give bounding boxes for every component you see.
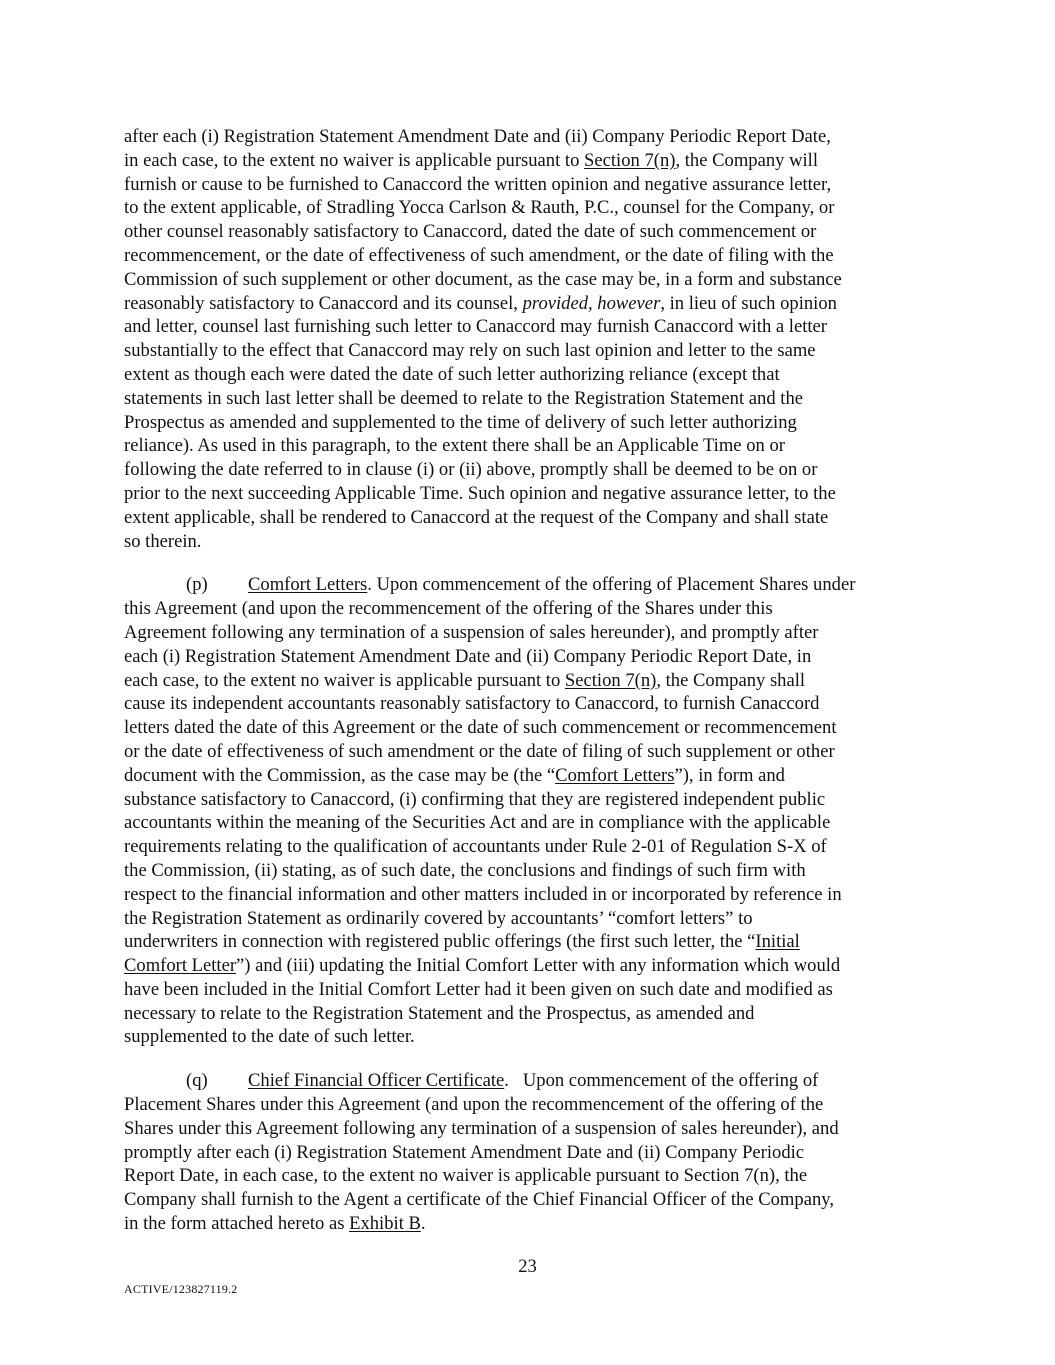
paragraph-spacer <box>124 553 928 573</box>
text-line: the Commission, (ii) stating, as of such date, the conclusions and findings of such firm with <box>124 859 806 881</box>
text-line: or the date of effectiveness of such amendment or the date of filing of such supplement or other <box>124 740 835 762</box>
text-line: have been included in the Initial Comfort Letter had it been given on such date and modified as <box>124 978 833 1000</box>
text-line: Company shall furnish to the Agent a certificate of the Chief Financial Officer of the Company, <box>124 1189 834 1211</box>
text-line <box>124 930 928 954</box>
text-line: respect to the financial information and other matters included in or incorporated by reference in <box>124 883 842 905</box>
text-span: reasonably satisfactory to Canaccord and its counsel, <box>124 292 523 314</box>
clause-label-q: (q) <box>186 1070 208 1092</box>
text-line <box>124 573 928 597</box>
text-line: furnish or cause to be furnished to Canaccord the written opinion and negative assurance letter, <box>124 173 832 195</box>
text-line: following the date referred to in clause (i) or (ii) above, promptly shall be deemed to be on or <box>124 459 818 481</box>
text-line: Placement Shares under this Agreement (and upon the recommencement of the offering of the <box>124 1094 824 1116</box>
text-line: this Agreement (and upon the recommencement of the offering of the Shares under this <box>124 598 773 620</box>
text-line: requirements relating to the qualification of accountants under Rule 2-01 of Regulation S-X of <box>124 836 827 858</box>
paragraph-cfo-certificate <box>124 1069 928 1236</box>
text-span: each case, to the extent no waiver is applicable pursuant to <box>124 669 565 691</box>
section-7n-reference: Section 7(n) <box>584 149 676 171</box>
text-line: reliance). As used in this paragraph, to the extent there shall be an Applicable Time on or <box>124 435 785 457</box>
text-line: to the extent applicable, of Stradling Yocca Carlson & Rauth, P.C., counsel for the Company, or <box>124 197 835 219</box>
italic-proviso: provided, however <box>522 292 661 314</box>
text-line: after each (i) Registration Statement Amendment Date and (ii) Company Periodic Report Date, <box>124 126 831 147</box>
paragraph-spacer <box>124 1049 928 1069</box>
initial-comfort-letter-term: Comfort Letter <box>124 955 237 977</box>
text-span: document with the Commission, as the case may be (the “ <box>124 764 556 786</box>
text-line: other counsel reasonably satisfactory to Canaccord, dated the date of such commencement or <box>124 221 817 243</box>
comfort-letters-defined-term: Comfort Letters <box>555 764 675 786</box>
text-line: promptly after each (i) Registration Statement Amendment Date and (ii) Company Periodic <box>124 1141 805 1163</box>
text-line: prior to the next succeeding Applicable Time. Such opinion and negative assurance letter, to the <box>124 482 836 504</box>
text-span: , in lieu of such opinion <box>660 292 837 314</box>
text-line: the Registration Statement as ordinarily covered by accountants’ “comfort letters” to <box>124 907 753 929</box>
text-span: ”), in form and <box>674 764 785 786</box>
text-line: statements in such last letter shall be deemed to relate to the Registration Statement and the <box>124 387 803 409</box>
text-line: Shares under this Agreement following any termination of a suspension of sales hereunder), and <box>124 1117 839 1139</box>
text-line: extent as though each were dated the date of such letter authorizing reliance (except that <box>124 363 780 385</box>
text-span: . Upon commencement of the offering of Placement Shares under <box>367 574 856 596</box>
text-span: ”) and (iii) updating the Initial Comfort Letter with any information which would <box>236 955 841 977</box>
document-id-footer: ACTIVE/123827119.2 <box>124 1282 238 1296</box>
text-span: , the Company shall <box>656 669 806 691</box>
text-line: Agreement following any termination of a suspension of sales hereunder), and promptly after <box>124 621 819 643</box>
text-line <box>124 954 928 978</box>
text-span: underwriters in connection with registered public offerings (the first such letter, the “ <box>124 931 756 953</box>
page-number: 23 <box>518 1256 537 1277</box>
text-line <box>124 669 928 693</box>
text-line <box>124 1069 928 1093</box>
text-line: Prospectus as amended and supplemented to the time of delivery of such letter authorizing <box>124 411 797 433</box>
comfort-letters-heading: Comfort Letters <box>248 574 368 596</box>
text-line: and letter, counsel last furnishing such letter to Canaccord may furnish Canaccord with a letter <box>124 316 828 338</box>
paragraph-opinion-letter <box>124 125 928 553</box>
text-line: letters dated the date of this Agreement or the date of such commencement or recommencement <box>124 717 837 739</box>
text-line: supplemented to the date of such letter. <box>124 1026 415 1048</box>
text-span: . Upon commencement of the offering of <box>504 1070 819 1092</box>
text-line: Commission of such supplement or other document, as the case may be, in a form and substance <box>124 268 842 290</box>
text-line <box>124 1212 928 1236</box>
clause-label-p: (p) <box>186 574 208 596</box>
initial-comfort-letter-term: Initial <box>755 931 800 953</box>
text-span: . <box>420 1213 426 1235</box>
text-line <box>124 764 928 788</box>
exhibit-b-reference: Exhibit B <box>349 1213 421 1235</box>
text-line: so therein. <box>124 530 202 552</box>
text-line: Report Date, in each case, to the extent no waiver is applicable pursuant to Section 7(n), the <box>124 1165 808 1187</box>
text-line <box>124 292 928 316</box>
text-line: necessary to relate to the Registration Statement and the Prospectus, as amended and <box>124 1002 755 1024</box>
text-line: accountants within the meaning of the Securities Act and are in compliance with the applicable <box>124 812 831 834</box>
text-span: in the form attached hereto as <box>124 1213 350 1235</box>
text-span: , the Company will <box>675 149 818 171</box>
cfo-certificate-heading: Chief Financial Officer Certificate <box>248 1070 505 1092</box>
text-line: each (i) Registration Statement Amendment Date and (ii) Company Periodic Report Date, in <box>124 645 812 667</box>
text-line: recommencement, or the date of effectiveness of such amendment, or the date of filing with the <box>124 244 834 266</box>
text-line: substance satisfactory to Canaccord, (i) confirming that they are registered independent public <box>124 788 826 810</box>
text-line: cause its independent accountants reasonably satisfactory to Canaccord, to furnish Canaccord <box>124 693 820 715</box>
text-line: substantially to the effect that Canaccord may rely on such last opinion and letter to the same <box>124 340 816 362</box>
text-line: extent applicable, shall be rendered to Canaccord at the request of the Company and shall state <box>124 506 829 528</box>
text-line <box>124 149 928 173</box>
text-span: in each case, to the extent no waiver is applicable pursuant to <box>124 149 585 171</box>
section-7n-reference: Section 7(n) <box>564 669 657 691</box>
document-body <box>124 125 928 1236</box>
paragraph-comfort-letters <box>124 573 928 1049</box>
